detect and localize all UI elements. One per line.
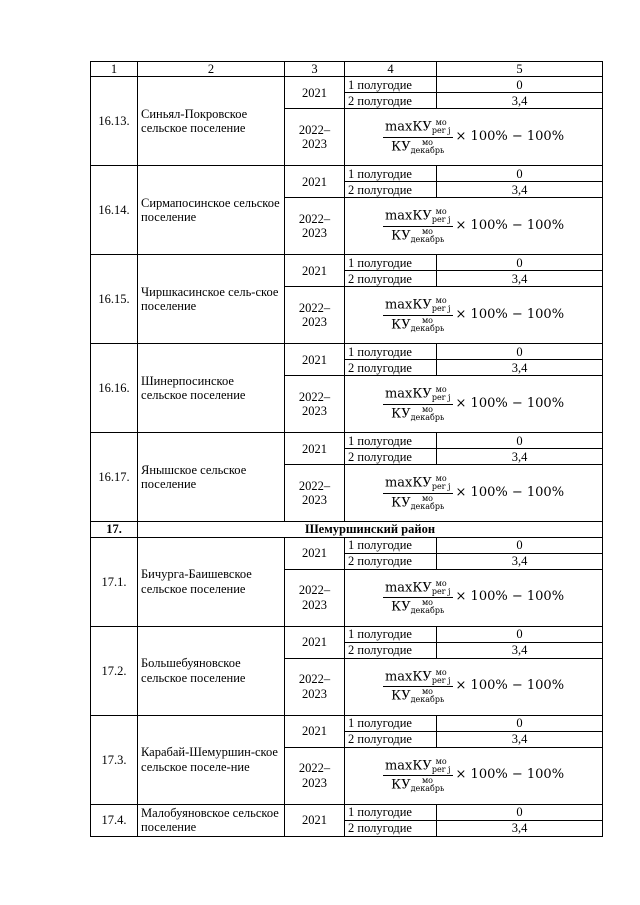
table-row [91,433,603,449]
value-cell: 0 [437,433,603,449]
formula-cell [345,747,603,804]
tariff-formula: maxКУ мо per j КУ мо декабрь × 100% − 100% [384,578,565,616]
value-cell: 0 [437,537,603,553]
value-cell: 0 [437,166,603,182]
half-year-label: 2 полугодие [345,360,437,376]
row-number: 16.16. [91,344,138,433]
half-year-label: 2 полугодие [345,93,437,109]
table-row [91,715,603,731]
value-cell: 0 [437,804,603,820]
row-number: 17.4. [91,804,138,836]
year-cell: 2022– 2023 [285,198,345,255]
formula-cell [345,109,603,166]
formula-cell [345,465,603,522]
settlement-name: Бичурга-Баишевское сельское поселение [138,537,285,626]
value-cell: 3,4 [437,182,603,198]
year-cell: 2021 [285,804,345,836]
half-year-label: 1 полугодие [345,77,437,93]
value-cell: 3,4 [437,271,603,287]
header-cell-4: 4 [345,62,437,77]
half-year-label: 2 полугодие [345,820,437,836]
tariff-formula: maxКУ мо per j КУ мо декабрь × 100% − 100% [384,296,565,333]
table-row [91,344,603,360]
table-row [91,255,603,271]
value-cell: 3,4 [437,642,603,658]
row-number: 16.15. [91,255,138,344]
settlement-name: Сирмапосинское сельское поселение [138,166,285,255]
formula-cell [345,287,603,344]
half-year-label: 2 полугодие [345,449,437,465]
value-cell: 0 [437,255,603,271]
value-cell: 3,4 [437,820,603,836]
header-cell-5: 5 [437,62,603,77]
half-year-label: 2 полугодие [345,731,437,747]
tariff-formula: maxКУ мо per j КУ мо декабрь × 100% − 100% [384,207,565,244]
year-cell: 2022– 2023 [285,465,345,522]
year-cell: 2022– 2023 [285,747,345,804]
settlement-name: Малобуяновское сельское поселение [138,804,285,836]
tariff-table [90,61,603,837]
settlement-name: Шинерпосинское сельское поселение [138,344,285,433]
formula-cell [345,376,603,433]
formula-cell [345,569,603,626]
value-cell: 0 [437,77,603,93]
half-year-label: 1 полугодие [345,804,437,820]
tariff-formula: maxКУ мо per j КУ мо декабрь × 100% − 100% [384,118,565,155]
section-row [91,522,603,537]
tariff-formula: maxКУ мо per j КУ мо декабрь × 100% − 100% [384,756,565,794]
value-cell: 3,4 [437,553,603,569]
year-cell: 2021 [285,537,345,569]
header-cell-1: 1 [91,62,138,77]
year-cell: 2022– 2023 [285,376,345,433]
tariff-formula: maxКУ мо per j КУ мо декабрь × 100% − 100% [384,474,565,511]
year-cell: 2022– 2023 [285,658,345,715]
header-cell-2: 2 [138,62,285,77]
half-year-label: 1 полугодие [345,537,437,553]
value-cell: 3,4 [437,449,603,465]
table-row [91,626,603,642]
settlement-name: Карабай-Шемуршин-ское сельское поселе-ние [138,715,285,804]
half-year-label: 1 полугодие [345,166,437,182]
half-year-label: 1 полугодие [345,626,437,642]
year-cell: 2021 [285,255,345,287]
year-cell: 2021 [285,715,345,747]
half-year-label: 1 полугодие [345,433,437,449]
settlement-name: Синьял-Покровское сельское поселение [138,77,285,166]
row-number: 16.13. [91,77,138,166]
year-cell: 2022– 2023 [285,569,345,626]
row-number: 17.3. [91,715,138,804]
header-cell-3: 3 [285,62,345,77]
row-number: 16.14. [91,166,138,255]
table-row [91,166,603,182]
half-year-label: 1 полугодие [345,344,437,360]
formula-cell [345,658,603,715]
value-cell: 3,4 [437,93,603,109]
half-year-label: 1 полугодие [345,715,437,731]
value-cell: 0 [437,626,603,642]
row-number: 17.2. [91,626,138,715]
header-row [91,62,603,77]
section-number: 17. [91,522,138,537]
table-row [91,804,603,820]
table-row [91,537,603,553]
year-cell: 2022– 2023 [285,109,345,166]
year-cell: 2021 [285,344,345,376]
value-cell: 3,4 [437,360,603,376]
tariff-formula: maxКУ мо per j КУ мо декабрь × 100% − 100% [384,667,565,705]
formula-cell [345,198,603,255]
year-cell: 2021 [285,77,345,109]
row-number: 17.1. [91,537,138,626]
half-year-label: 1 полугодие [345,255,437,271]
value-cell: 0 [437,344,603,360]
value-cell: 0 [437,715,603,731]
year-cell: 2021 [285,433,345,465]
value-cell: 3,4 [437,731,603,747]
settlement-name: Чиршкасинское сель-ское поселение [138,255,285,344]
half-year-label: 2 полугодие [345,271,437,287]
settlement-name: Янышское сельское поселение [138,433,285,522]
year-cell: 2021 [285,166,345,198]
half-year-label: 2 полугодие [345,182,437,198]
year-cell: 2021 [285,626,345,658]
table-row [91,77,603,93]
year-cell: 2022– 2023 [285,287,345,344]
half-year-label: 2 полугодие [345,642,437,658]
tariff-formula: maxКУ мо per j КУ мо декабрь × 100% − 100% [384,385,565,422]
half-year-label: 2 полугодие [345,553,437,569]
section-title: Шемуршинский район [138,522,603,537]
settlement-name: Большебуяновское сельское поселение [138,626,285,715]
row-number: 16.17. [91,433,138,522]
